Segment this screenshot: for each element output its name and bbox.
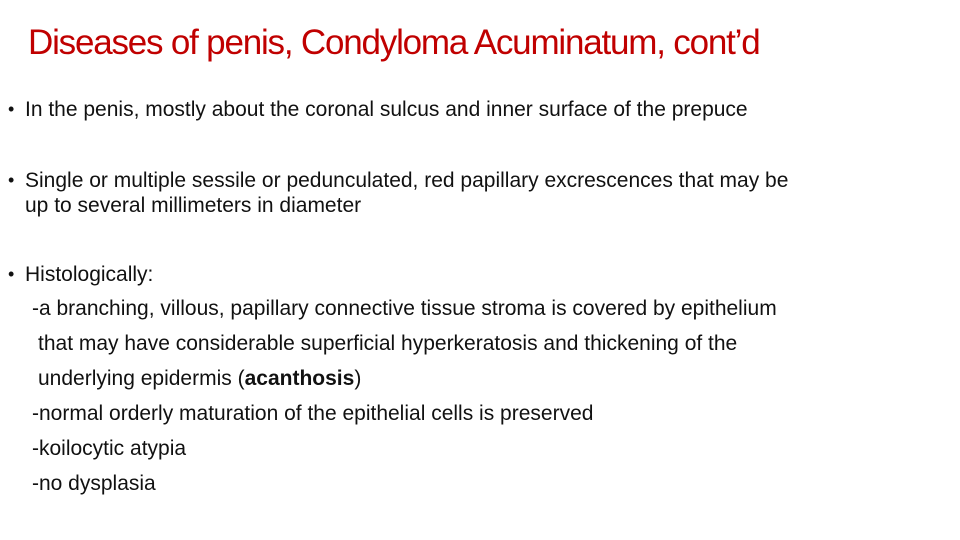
bullet-text: Histologically:: [25, 263, 154, 286]
histology-line-hyperkeratosis: that may have considerable superficial hyperkeratosis and thickening of the: [38, 332, 738, 355]
histology-line-stroma: -a branching, villous, papillary connective tissue stroma is covered by epithelium: [32, 297, 777, 320]
bullet-dot: •: [8, 170, 15, 190]
histology-line-koilocytic: -koilocytic atypia: [32, 437, 187, 460]
bullet-item-histology: [8, 262, 908, 287]
bullet-text: In the penis, mostly about the coronal sulcus and inner surface of the prepuce: [25, 98, 748, 121]
histology-line-dysplasia: -no dysplasia: [32, 472, 156, 495]
acanthosis-term: acanthosis: [244, 367, 355, 390]
slide-title: Diseases of penis, Condyloma Acuminatum, cont’d: [28, 23, 760, 62]
bullet-dot: •: [8, 264, 15, 284]
histology-line-acanthosis: [38, 361, 361, 396]
histology-text: ): [354, 367, 362, 390]
bullet-item-appearance: [8, 168, 908, 218]
bullet-item-location: [8, 97, 908, 122]
bullet-text-line-2: up to several millimeters in diameter: [25, 194, 362, 217]
bullet-text-line-1: Single or multiple sessile or pedunculated, red papillary excrescences that may be: [25, 169, 789, 192]
histology-line-maturation: -normal orderly maturation of the epithelial cells is preserved: [32, 402, 594, 425]
bullet-dot: •: [8, 99, 15, 119]
histology-text: underlying epidermis (: [38, 367, 245, 390]
